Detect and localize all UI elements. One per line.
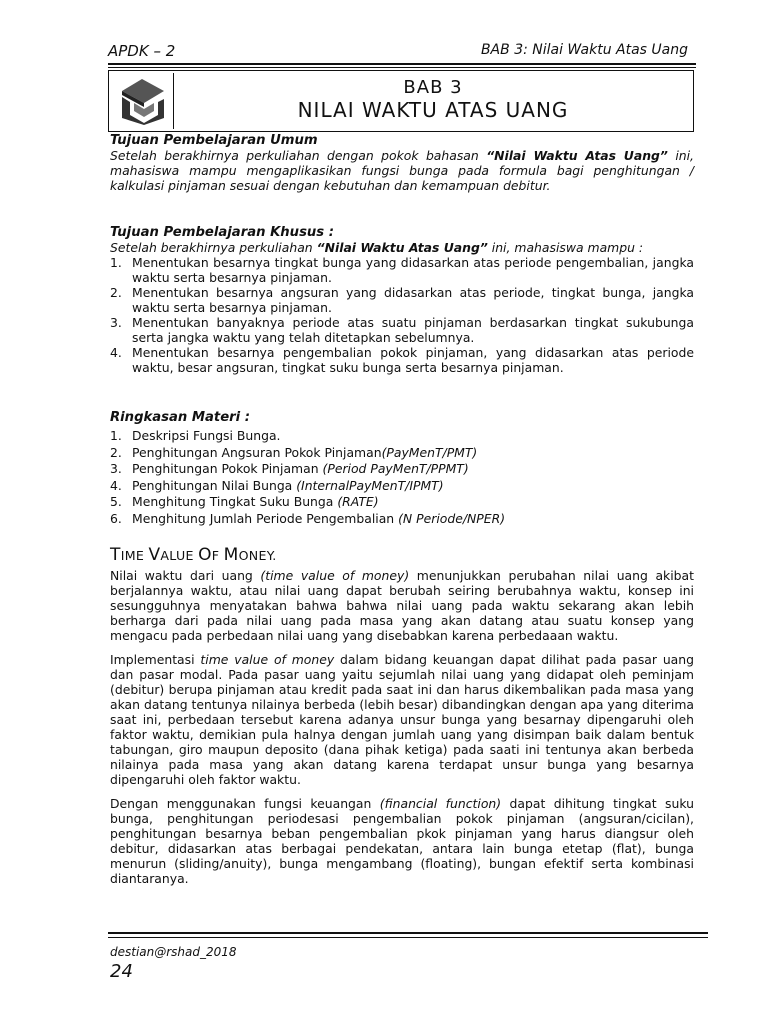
summary-section — [110, 410, 694, 528]
list-number: 3. — [110, 315, 122, 330]
footer-rule — [108, 932, 708, 934]
specific-objective-intro — [110, 240, 694, 255]
list-text: Menentukan besarnya angsuran yang didasarkan atas periode, tingkat bunga, jangka waktu serta besarnya pinjaman. — [132, 285, 694, 315]
list-number: 4. — [110, 477, 122, 493]
list-item — [110, 478, 694, 495]
list-number: 1. — [110, 428, 122, 443]
header-rule — [108, 63, 696, 65]
specific-objective-section — [110, 225, 694, 375]
specific-objective-heading: Tujuan Pembelajaran Khusus : — [110, 225, 335, 240]
list-note: (Period PayMenT/PPMT) — [322, 461, 469, 477]
footer-rule-thin — [108, 937, 708, 938]
list-note: (RATE) — [337, 494, 379, 510]
paragraph-text: menunjukkan perubahan nilai uang akibat berjalannya waktu, atau nilai uang dapat berubah seiring berubahnya waktu, konsep ini sesungguhnya menyatakan bahwa bahwa nilai uang pada waktu sekarang akan lebih berharga dari pada nilai uang pada masa yang akan datang atau suatu konsep yang mengacu pada perbedaan nilai uang yang disebabkan karena perbedaaan waktu. — [110, 568, 694, 643]
list-text: Penghitungan Angsuran Pokok Pinjaman — [132, 444, 382, 460]
paragraph-text: dalam bidang keuangan dapat dilihat pada pasar uang dan pasar modal. Pada pasar uang yaitu sejumlah nilai uang yang didapat oleh peminjam (debitur) berupa pinjaman atau kredit pada saat ini dan harus dikembalikan pada masa yang akan datang tentunya nilainya berbeda (lebih besar) dibandingkan dengan apa yang diterima saat ini, perbedaan tersebut karena adanya unsur bunga yang besarnay dipengaruhi oleh faktor waktu, demikian pula halnya dengan jumlah uang yang disimpan baik dalam bentuk tabungan, giro maupun deposito (dana pihak ketiga) pada saati ini tentunya akan berbeda nilainya pada masa yang akan datang karena terdapat unsur bunga yang besarnya dipengaruhi oleh faktor waktu. — [110, 652, 694, 787]
title-rest: ONEY. — [238, 548, 277, 563]
general-objective-text-a: Setelah berakhirnya perkuliahan dengan pokok bahasan — [110, 148, 487, 163]
list-item — [110, 315, 694, 345]
list-number: 2. — [110, 444, 122, 460]
specific-objective-intro-a: Setelah berakhirnya perkuliahan — [110, 240, 317, 255]
general-objective-text-bold: “Nilai Waktu Atas Uang” — [486, 148, 668, 163]
title-rest: F — [211, 548, 224, 563]
general-objective-section — [110, 133, 694, 193]
list-text: Menentukan besarnya tingkat bunga yang didasarkan atas periode pengembalian, jangka waktu serta besarnya pinjaman. — [132, 255, 694, 285]
list-item — [110, 345, 694, 375]
title-cap: O — [198, 545, 212, 565]
university-logo-icon — [113, 73, 174, 129]
list-text: Menghitung Tingkat Suku Bunga — [132, 494, 338, 510]
list-item — [110, 445, 694, 462]
list-text: Menentukan besarnya pengembalian pokok pinjaman, yang didasarkan atas periode waktu, besar angsuran, tingkat suku bunga serta besarnya pinjaman. — [132, 345, 694, 375]
list-number: 2. — [110, 285, 122, 300]
list-note: (N Periode/NPER) — [398, 510, 506, 526]
paragraph-italic: time value of money — [200, 652, 335, 667]
list-number: 1. — [110, 255, 122, 270]
page-number: 24 — [110, 961, 133, 982]
time-value-of-money-section — [110, 545, 694, 886]
header-chapter-title: BAB 3: Nilai Waktu Atas Uang — [480, 42, 688, 58]
list-note: (PayMenT/PMT) — [381, 444, 478, 460]
header-course-code: APDK – 2 — [108, 42, 176, 60]
list-text: Penghitungan Pokok Pinjaman — [132, 461, 323, 477]
list-number: 6. — [110, 510, 122, 526]
paragraph-text: Dengan menggunakan fungsi keuangan — [110, 796, 380, 811]
title-rest: ALUE — [160, 548, 199, 563]
list-item — [110, 461, 694, 478]
list-text: Deskripsi Fungsi Bunga. — [132, 428, 281, 443]
list-item — [110, 428, 694, 445]
list-number: 4. — [110, 345, 122, 360]
paragraph-text: Nilai waktu dari uang — [110, 568, 261, 583]
general-objective-text-b: ini, mahasiswa mampu mengaplikasikan fungsi bunga pada formula bagi penghitungan / kalkulasi pinjaman sesuai dengan kebutuhan dan kemampuan debitur. — [110, 148, 694, 193]
section-title — [110, 545, 694, 565]
specific-objective-intro-bold: “Nilai Waktu Atas Uang” — [316, 240, 488, 255]
general-objective-heading: Tujuan Pembelajaran Umum — [110, 133, 318, 148]
title-cap: M — [223, 545, 239, 565]
chapter-title: NILAI WAKTU ATAS UANG — [297, 98, 569, 122]
list-item — [110, 285, 694, 315]
header-rule-thin — [108, 67, 696, 68]
list-item — [110, 494, 694, 511]
general-objective-text — [110, 148, 694, 193]
paragraph-italic: (time value of money) — [260, 568, 410, 583]
specific-objective-intro-b: ini, mahasiswa mampu : — [487, 240, 644, 255]
title-cap: T — [110, 545, 121, 565]
list-item — [110, 511, 694, 528]
paragraph — [110, 652, 694, 787]
paragraph — [110, 796, 694, 886]
paragraph-text: dapat dihitung tingkat suku bunga, penghitungan periodesasi pengembalian pokok pinjaman (angsuran/cicilan), penghitungan besarnya beban pengembalian pkok pinjaman yang harus diangsur oleh debitur, didasarkan atas berbagai pendekatan, antara lain bunga etetap (flat), bunga menurun (sliding/anuity), bunga mengambang (floating), bungan efektif serta kombinasi diantaranya. — [110, 796, 694, 886]
chapter-number: BAB 3 — [403, 77, 463, 98]
title-cap: V — [148, 545, 161, 565]
summary-list — [110, 428, 694, 528]
footer-credit: destian@rshad_2018 — [110, 945, 237, 959]
chapter-title-box — [108, 70, 694, 132]
paragraph — [110, 568, 694, 643]
list-number: 5. — [110, 494, 122, 510]
paragraph-text: Implementasi — [110, 652, 201, 667]
page-header — [108, 42, 692, 62]
list-item — [110, 255, 694, 285]
list-text: Menghitung Jumlah Periode Pengembalian — [132, 510, 399, 526]
specific-objective-list — [110, 255, 694, 375]
title-rest: IME — [120, 548, 149, 563]
list-number: 3. — [110, 461, 122, 477]
paragraph-italic: (financial function) — [379, 796, 502, 811]
list-text: Penghitungan Nilai Bunga — [132, 477, 297, 493]
list-text: Menentukan banyaknya periode atas suatu pinjaman berdasarkan tingkat sukubunga serta jangka waktu yang telah ditetapkan sebelumnya. — [132, 315, 694, 345]
summary-heading: Ringkasan Materi : — [110, 410, 251, 425]
list-note: (InternalPayMenT/IPMT) — [296, 477, 444, 493]
